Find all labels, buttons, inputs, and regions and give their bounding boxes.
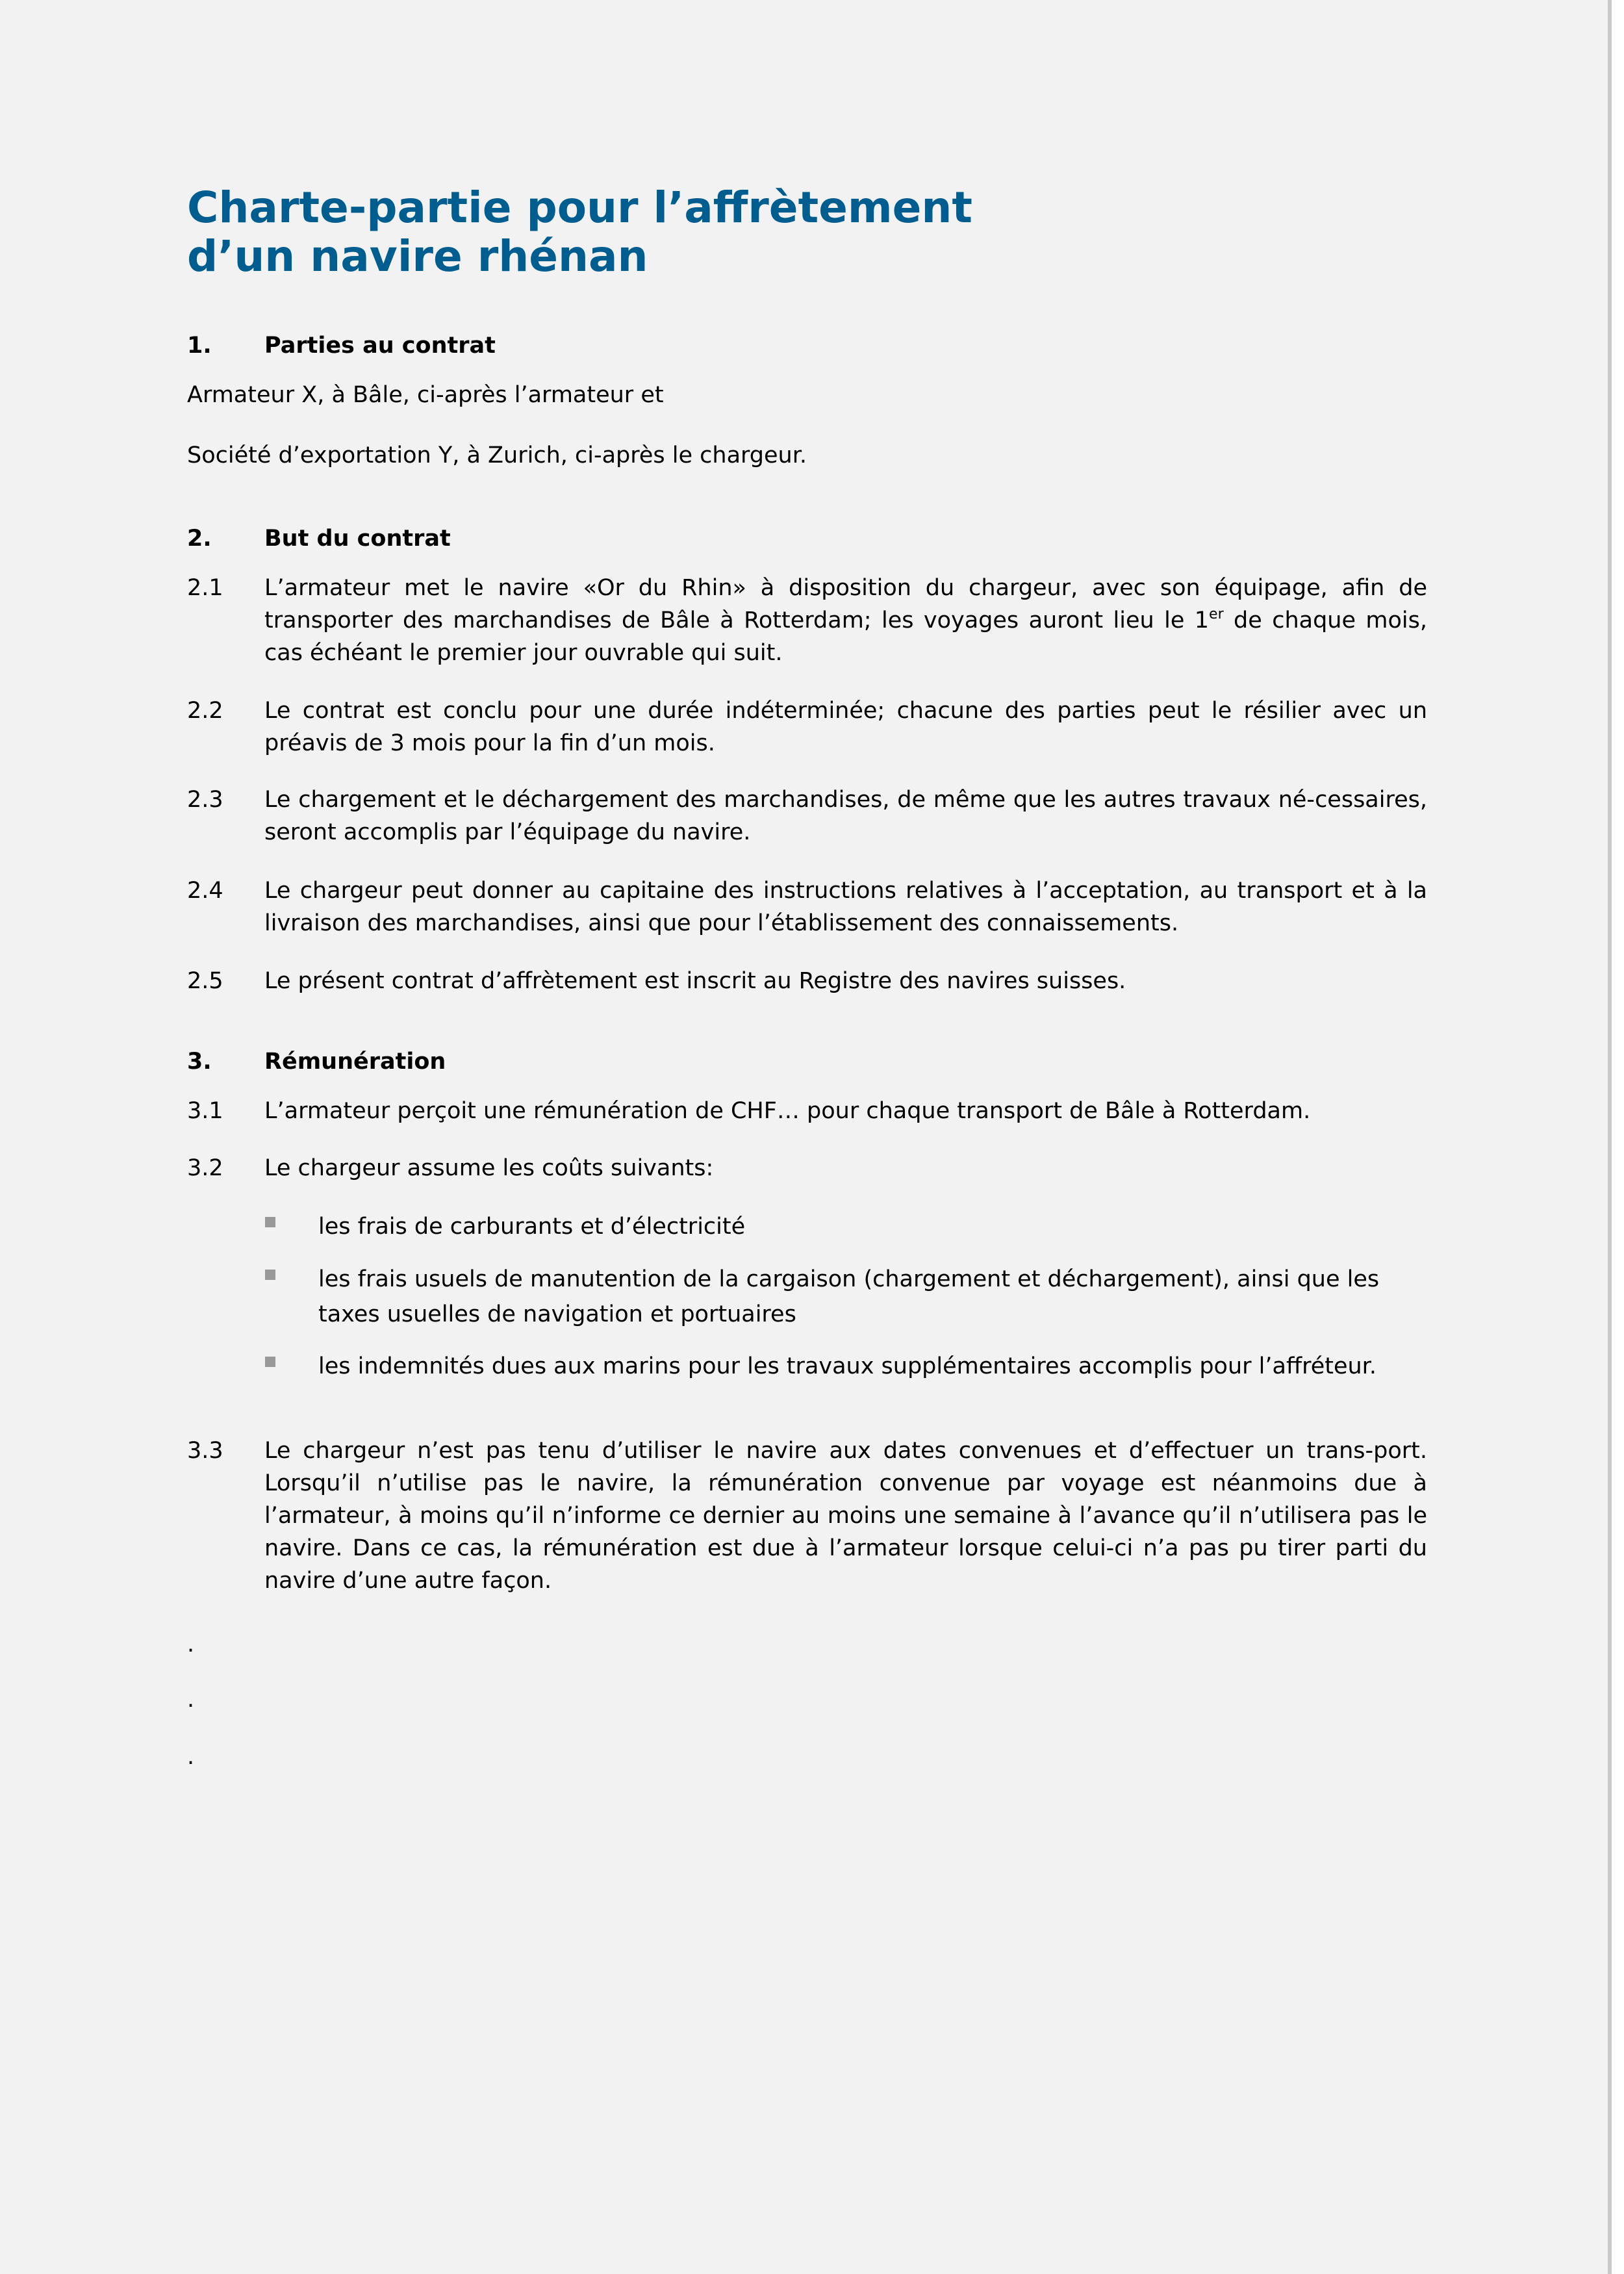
- party-shipper: Société d’exportation Y, à Zurich, ci-après le chargeur.: [187, 442, 807, 468]
- ellipsis-dot: .: [187, 1687, 195, 1713]
- section-3-heading: [187, 1045, 1427, 1078]
- clause-number: 3.2: [187, 1155, 223, 1181]
- clause-number: 2.3: [187, 787, 223, 813]
- list-item-text: les frais de carburants et d’électricité: [318, 1214, 746, 1240]
- section-2-heading: [187, 522, 1427, 555]
- cost-list-item: [318, 1262, 1427, 1332]
- clause-text: Le contrat est conclu pour une durée indéterminée; chacune des parties peut le résilier avec un préavis de 3 mois pour la fin d’un mois.: [264, 698, 1427, 756]
- section-number: 1.: [187, 333, 212, 359]
- clause-number: 3.1: [187, 1098, 223, 1124]
- party-shipowner: Armateur X, à Bâle, ci-après l’armateur et: [187, 382, 664, 408]
- clause-2-2: [187, 695, 1427, 760]
- clause-number: 3.3: [187, 1438, 223, 1464]
- document-title: [187, 183, 1226, 281]
- ellipsis-dot: .: [187, 1631, 195, 1657]
- clause-text: [264, 572, 1427, 669]
- clause-number: 2.5: [187, 968, 223, 994]
- clause-text: Le chargement et le déchargement des marchandises, de même que les autres travaux né-cessaires, seront accomplis par l’équipage du navire.: [264, 787, 1427, 845]
- clause-2-3: [187, 784, 1427, 849]
- list-item-text: les indemnités dues aux marins pour les travaux supplémentaires accomplis pour l’affréteur.: [318, 1353, 1377, 1379]
- clause-2-4: [187, 875, 1427, 939]
- clause-text: L’armateur perçoit une rémunération de CHF… pour chaque transport de Bâle à Rotterdam.: [264, 1098, 1311, 1124]
- square-bullet-icon: [265, 1217, 275, 1227]
- clause-number: 2.4: [187, 878, 223, 904]
- clause-text: Le chargeur peut donner au capitaine des instructions relatives à l’acceptation, au transport et à la livraison des marchandises, ainsi que pour l’établissement des connaissements.: [264, 878, 1427, 936]
- square-bullet-icon: [265, 1270, 275, 1280]
- clause-text: Le chargeur n’est pas tenu d’utiliser le navire aux dates convenues et d’effectuer un trans-port. Lorsqu’il n’utilise pas le navire, la rémunération convenue par voyage est néanmoins due à l’armateur, à moins qu’il n’informe ce dernier au moins une semaine à l’avance qu’il n’utilisera pas le navire. Dans ce cas, la rémunération est due à l’armateur lorsque celui-ci n’a pas pu tirer parti du navire d’une autre façon.: [264, 1438, 1427, 1594]
- superscript: er: [1209, 606, 1224, 622]
- cost-list-item: [318, 1209, 1427, 1244]
- clause-text-part: de chaque mois, cas échéant le premier jour ouvrable qui suit.: [264, 607, 1427, 666]
- clause-3-2: [187, 1152, 1427, 1184]
- title-line-1: Charte-partie pour l’affrètement: [187, 183, 972, 233]
- clause-3-1: [187, 1095, 1427, 1127]
- section-1-heading: [187, 329, 1427, 362]
- clause-text: Le chargeur assume les coûts suivants:: [264, 1155, 714, 1181]
- clause-text: Le présent contrat d’affrètement est inscrit au Registre des navires suisses.: [264, 968, 1126, 994]
- clause-2-5: [187, 965, 1427, 997]
- section-number: 2.: [187, 526, 212, 552]
- section-title: But du contrat: [264, 526, 451, 552]
- list-item-text: les frais usuels de manutention de la cargaison (chargement et déchargement), ainsi que les taxes usuelles de navigation et portuaires: [318, 1266, 1380, 1327]
- square-bullet-icon: [265, 1357, 275, 1367]
- cost-list-item: [318, 1349, 1427, 1384]
- page-margin: [1612, 0, 1624, 2274]
- clause-number: 2.1: [187, 575, 223, 601]
- clause-3-3: [187, 1435, 1427, 1597]
- clause-number: 2.2: [187, 698, 223, 724]
- title-line-2: d’un navire rhénan: [187, 231, 648, 281]
- clause-2-1: [187, 572, 1427, 669]
- section-title: Parties au contrat: [264, 333, 496, 359]
- ellipsis-dot: .: [187, 1744, 195, 1770]
- clause-text-part: L’armateur met le navire «Or du Rhin» à disposition du chargeur, avec son équipage, afin de transporter des marchandises de Bâle à Rotterdam; les voyages auront lieu le 1: [264, 575, 1427, 633]
- section-number: 3.: [187, 1049, 212, 1075]
- section-title: Rémunération: [264, 1049, 446, 1075]
